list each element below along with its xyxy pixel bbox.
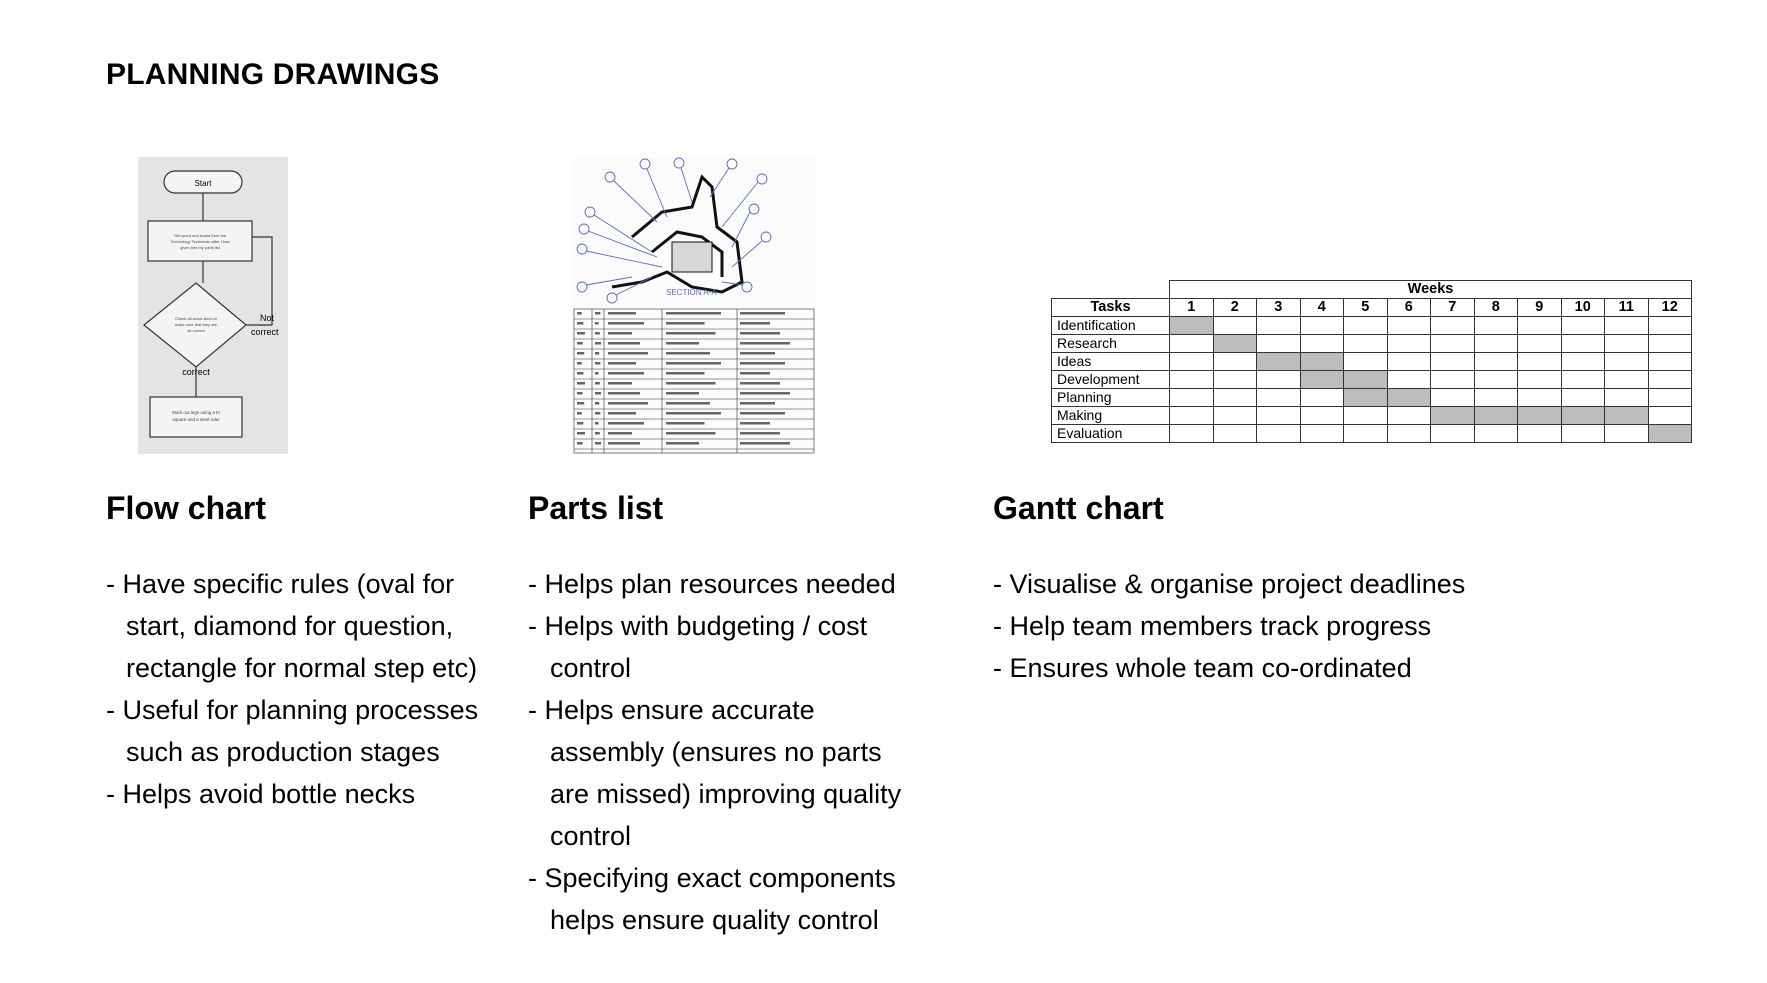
gantt-empty-cell [1170, 371, 1214, 389]
parts-table-text [740, 392, 790, 395]
gantt-weeks-header: Weeks [1170, 281, 1692, 299]
page-title: PLANNING DRAWINGS [106, 58, 440, 91]
gantt-empty-cell [1648, 335, 1692, 353]
gantt-empty-cell [1257, 371, 1301, 389]
flow-chart-bullets [106, 563, 501, 815]
parts-table-text [577, 402, 584, 405]
parts-table-text [577, 332, 585, 335]
flow-decision: Check all wood sizes to [175, 316, 217, 321]
parts-table-text [666, 312, 721, 315]
gantt-empty-cell [1431, 389, 1475, 407]
parts-table-text [577, 322, 583, 325]
gantt-empty-cell [1648, 407, 1692, 425]
parts-table-text [608, 322, 644, 325]
parts-table-text [666, 402, 710, 405]
parts-table-text [740, 422, 770, 425]
parts-table-text [666, 392, 699, 395]
gantt-week-header: 11 [1605, 299, 1649, 317]
parts-table-text [666, 352, 710, 355]
gantt-empty-cell [1605, 371, 1649, 389]
gantt-empty-cell [1257, 335, 1301, 353]
gantt-bar-cell [1605, 407, 1649, 425]
gantt-empty-cell [1474, 335, 1518, 353]
bullet-item: - Helps with budgeting / cost control [528, 611, 868, 683]
parts-table-text [577, 352, 584, 355]
gantt-task-label: Evaluation [1052, 425, 1170, 443]
gantt-empty-cell [1561, 425, 1605, 443]
gantt-bar-cell [1648, 425, 1692, 443]
gantt-bar-cell [1344, 389, 1388, 407]
bullet-item: - Useful for planning processes such as production stages [106, 695, 479, 767]
gantt-bar-cell [1300, 353, 1344, 371]
gantt-empty-cell [1213, 371, 1257, 389]
parts-table-text [608, 432, 632, 435]
gantt-empty-cell [1605, 389, 1649, 407]
gantt-empty-cell [1170, 353, 1214, 371]
parts-list-heading: Parts list [528, 490, 664, 526]
bullet-item: - Helps plan resources needed [528, 569, 896, 599]
bullet-item: - Helps ensure accurate assembly (ensures no parts are missed) improving quality control [528, 695, 902, 851]
parts-table-text [740, 372, 770, 375]
gantt-empty-cell [1170, 335, 1214, 353]
gantt-empty-cell [1474, 317, 1518, 335]
gantt-row [1052, 317, 1692, 335]
gantt-empty-cell [1387, 407, 1431, 425]
gantt-empty-cell [1518, 353, 1562, 371]
gantt-row [1052, 389, 1692, 407]
gantt-week-header: 9 [1518, 299, 1562, 317]
gantt-week-header: 7 [1431, 299, 1475, 317]
gantt-empty-cell [1474, 425, 1518, 443]
parts-table-text [608, 442, 640, 445]
gantt-bar-cell [1387, 389, 1431, 407]
gantt-tasks-header: Tasks [1052, 299, 1170, 317]
gantt-chart-bullets [993, 563, 1553, 689]
gantt-empty-cell [1300, 425, 1344, 443]
parts-table-text [740, 312, 785, 315]
gantt-empty-cell [1170, 407, 1214, 425]
gantt-empty-cell [1387, 425, 1431, 443]
flow-correct-label: correct [182, 367, 210, 377]
gantt-empty-cell [1257, 425, 1301, 443]
flow-step2: Mark out legs using a tri [172, 410, 220, 415]
parts-table-text [595, 412, 600, 415]
gantt-empty-cell [1387, 335, 1431, 353]
gantt-task-label: Research [1052, 335, 1170, 353]
gantt-empty-cell [1170, 425, 1214, 443]
gantt-empty-cell [1213, 407, 1257, 425]
gantt-empty-cell [1431, 425, 1475, 443]
gantt-bar-cell [1431, 407, 1475, 425]
gantt-empty-cell [1561, 353, 1605, 371]
gantt-empty-cell [1257, 317, 1301, 335]
gantt-week-header: 6 [1387, 299, 1431, 317]
gantt-empty-cell [1300, 389, 1344, 407]
parts-table-text [595, 432, 600, 435]
parts-list-bullets [528, 563, 913, 941]
gantt-empty-cell [1387, 317, 1431, 335]
parts-table-text [595, 352, 599, 355]
flow-step1-line3: given him my parts list [180, 245, 220, 250]
parts-table-text [666, 342, 699, 345]
gantt-bar-cell [1518, 407, 1562, 425]
gantt-row [1052, 425, 1692, 443]
gantt-week-header: 8 [1474, 299, 1518, 317]
flow-step2-line2: square and a steel ruler [172, 417, 220, 422]
parts-table-text [595, 422, 599, 425]
gantt-row [1052, 371, 1692, 389]
gantt-chart-heading: Gantt chart [993, 490, 1164, 526]
flow-start: Start [194, 179, 212, 188]
parts-table-text [577, 362, 582, 365]
gantt-empty-cell [1300, 317, 1344, 335]
parts-table-text [595, 332, 600, 335]
flow-step1: Get wood and board from the [173, 233, 227, 238]
parts-table-text [595, 372, 599, 375]
parts-table-text [666, 332, 716, 335]
parts-table-text [666, 322, 705, 325]
gantt-empty-cell [1431, 371, 1475, 389]
gantt-week-header: 2 [1213, 299, 1257, 317]
gantt-empty-cell [1605, 317, 1649, 335]
gantt-empty-cell [1344, 425, 1388, 443]
gantt-empty-cell [1648, 389, 1692, 407]
gantt-empty-cell [1518, 317, 1562, 335]
parts-table-text [740, 352, 775, 355]
bullet-item: - Specifying exact components helps ensure quality control [528, 863, 896, 935]
gantt-empty-cell [1344, 353, 1388, 371]
parts-table-text [740, 382, 780, 385]
parts-table-text [595, 312, 600, 315]
parts-table-text [608, 362, 636, 365]
gantt-empty-cell [1518, 425, 1562, 443]
gantt-empty-cell [1213, 317, 1257, 335]
gantt-empty-cell [1344, 317, 1388, 335]
parts-table-text [740, 362, 785, 365]
gantt-empty-cell [1518, 371, 1562, 389]
gantt-row [1052, 407, 1692, 425]
gantt-empty-cell [1213, 425, 1257, 443]
bullet-item: - Help team members track progress [993, 611, 1432, 641]
flow-decision-line2: make sure that they are [174, 322, 218, 327]
parts-table-text [595, 382, 600, 385]
gantt-week-header: 12 [1648, 299, 1692, 317]
parts-table-text [577, 392, 583, 395]
gantt-empty-cell [1213, 389, 1257, 407]
parts-table-text [608, 312, 636, 315]
parts-table-text [595, 342, 601, 345]
gantt-chart [1051, 280, 1692, 443]
parts-table-text [595, 392, 601, 395]
gantt-bar-cell [1300, 371, 1344, 389]
parts-table-text [577, 412, 582, 415]
gantt-empty-cell [1344, 407, 1388, 425]
gantt-empty-cell [1518, 335, 1562, 353]
gantt-bar-cell [1344, 371, 1388, 389]
flowchart-image [138, 157, 288, 454]
bullet-item: - Ensures whole team co-ordinated [993, 653, 1412, 683]
parts-table-text [577, 372, 583, 375]
parts-table-text [595, 322, 599, 325]
parts-table-text [595, 362, 600, 365]
parts-table-text [740, 322, 770, 325]
gantt-empty-cell [1344, 335, 1388, 353]
parts-table-text [577, 342, 583, 345]
parts-table-text [595, 402, 599, 405]
parts-table-text [608, 342, 640, 345]
gantt-week-header: 10 [1561, 299, 1605, 317]
gantt-empty-cell [1300, 407, 1344, 425]
gantt-week-header: 1 [1170, 299, 1214, 317]
parts-table-text [740, 442, 790, 445]
gantt-empty-cell [1605, 353, 1649, 371]
gantt-row [1052, 353, 1692, 371]
parts-table-text [666, 422, 705, 425]
gantt-task-label: Development [1052, 371, 1170, 389]
parts-table-text [608, 372, 644, 375]
gantt-bar-cell [1213, 335, 1257, 353]
flow-not-correct-label: correct [251, 327, 279, 337]
gantt-empty-cell [1561, 317, 1605, 335]
bullet-item: - Helps avoid bottle necks [106, 779, 416, 809]
flow-step1-line2: Technology Technician after I had [170, 239, 230, 244]
gantt-corner [1052, 281, 1170, 299]
gantt-empty-cell [1648, 371, 1692, 389]
gantt-empty-cell [1257, 389, 1301, 407]
parts-table-text [666, 362, 721, 365]
parts-table-text [666, 442, 699, 445]
gantt-empty-cell [1518, 389, 1562, 407]
parts-table-text [608, 382, 632, 385]
gantt-empty-cell [1605, 335, 1649, 353]
gantt-empty-cell [1648, 317, 1692, 335]
gantt-empty-cell [1561, 335, 1605, 353]
parts-table-text [666, 372, 705, 375]
gantt-empty-cell [1387, 353, 1431, 371]
parts-table-text [577, 432, 585, 435]
gantt-empty-cell [1431, 353, 1475, 371]
gantt-empty-cell [1213, 353, 1257, 371]
parts-table-text [608, 332, 632, 335]
flow-chart-heading: Flow chart [106, 490, 267, 526]
parts-table-text [740, 332, 780, 335]
gantt-empty-cell [1561, 371, 1605, 389]
gantt-bar-cell [1170, 317, 1214, 335]
gantt-empty-cell [1387, 371, 1431, 389]
gantt-empty-cell [1474, 371, 1518, 389]
gantt-task-label: Making [1052, 407, 1170, 425]
parts-table-text [608, 412, 636, 415]
parts-table-text [666, 432, 716, 435]
section-label: SECTION A-A [666, 288, 717, 297]
gantt-empty-cell [1170, 389, 1214, 407]
parts-table-text [577, 382, 585, 385]
gantt-task-label: Identification [1052, 317, 1170, 335]
bullet-item: - Visualise & organise project deadlines [993, 569, 1466, 599]
flow-not-label: Not [260, 313, 275, 323]
parts-table-text [666, 382, 716, 385]
gantt-empty-cell [1474, 389, 1518, 407]
parts-table-text [577, 312, 582, 315]
gantt-empty-cell [1561, 389, 1605, 407]
parts-table-text [608, 392, 640, 395]
gantt-week-header: 4 [1300, 299, 1344, 317]
bullet-item: - Have specific rules (oval for start, diamond for question, rectangle for normal step etc) [106, 569, 478, 683]
gantt-bar-cell [1257, 353, 1301, 371]
gantt-empty-cell [1431, 317, 1475, 335]
gantt-empty-cell [1648, 353, 1692, 371]
parts-table-text [577, 422, 583, 425]
parts-table-text [608, 402, 648, 405]
gantt-empty-cell [1431, 335, 1475, 353]
parts-table-text [740, 402, 775, 405]
gantt-empty-cell [1300, 335, 1344, 353]
gantt-empty-cell [1257, 407, 1301, 425]
parts-table-text [666, 412, 721, 415]
gantt-empty-cell [1474, 353, 1518, 371]
parts-table-text [740, 342, 790, 345]
gantt-row [1052, 335, 1692, 353]
gantt-empty-cell [1605, 425, 1649, 443]
gantt-task-label: Planning [1052, 389, 1170, 407]
parts-table-text [740, 432, 780, 435]
parts-table-text [595, 442, 601, 445]
gantt-bar-cell [1561, 407, 1605, 425]
gantt-week-header: 3 [1257, 299, 1301, 317]
parts-list-image [572, 157, 816, 454]
gantt-week-header: 5 [1344, 299, 1388, 317]
flow-decision-line3: all correct [187, 328, 205, 333]
parts-table-text [577, 442, 583, 445]
parts-table-text [608, 352, 648, 355]
gantt-bar-cell [1474, 407, 1518, 425]
parts-table-text [740, 412, 785, 415]
gantt-task-label: Ideas [1052, 353, 1170, 371]
parts-table-text [608, 422, 644, 425]
